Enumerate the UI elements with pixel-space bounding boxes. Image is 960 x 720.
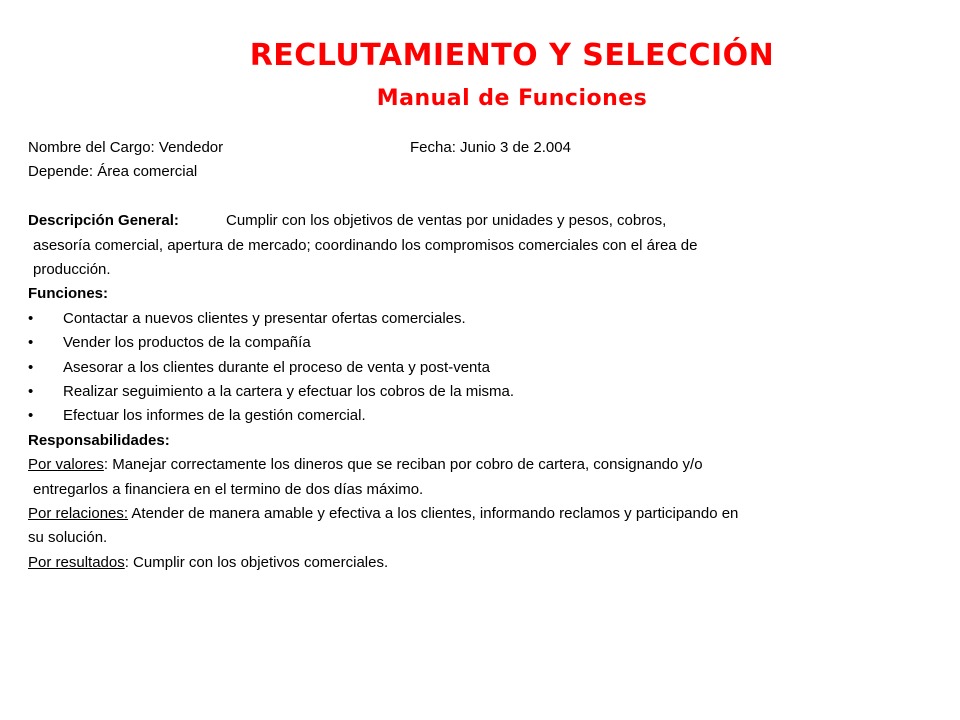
funcion-item xyxy=(28,404,928,428)
descripcion-line-1: Cumplir con los objetivos de ventas por unidades y pesos, cobros, xyxy=(226,212,667,230)
fecha-text: Fecha: Junio 3 de 2.004 xyxy=(410,139,571,156)
valores-label: Por valores xyxy=(28,456,104,474)
cargo-row xyxy=(28,136,928,160)
descripcion-label: Descripción General: xyxy=(28,212,179,230)
cargo-text: Nombre del Cargo: Vendedor xyxy=(28,139,224,156)
funcion-text: Realizar seguimiento a la cartera y efectuar los cobros de la misma. xyxy=(63,383,515,401)
page-title: RECLUTAMIENTO Y SELECCIÓN xyxy=(249,38,775,73)
funcion-text: Efectuar los informes de la gestión comercial. xyxy=(63,407,366,425)
bullet-icon: • xyxy=(28,309,34,327)
resultados-row xyxy=(28,551,928,575)
page-subtitle: Manual de Funciones xyxy=(376,86,648,111)
relaciones-label: Por relaciones: xyxy=(28,505,129,523)
bullet-icon: • xyxy=(28,358,34,376)
bullet-icon: • xyxy=(28,407,34,425)
funciones-heading: Funciones: xyxy=(28,285,109,303)
valores-text: : Manejar correctamente los dineros que se reciban por cobro de cartera, consignando y/o xyxy=(103,456,703,474)
valores-text-2: entregarlos a financiera en el termino de dos días máximo. xyxy=(33,480,424,498)
funcion-text: Vender los productos de la compañía xyxy=(63,334,311,352)
descripcion-line-2: asesoría comercial, apertura de mercado; coordinando los compromisos comerciales con el área de xyxy=(33,236,698,254)
relaciones-text-2: su solución. xyxy=(28,529,108,547)
document-body xyxy=(28,136,928,575)
depende-text: Depende: Área comercial xyxy=(28,163,198,181)
valores-row xyxy=(28,453,928,477)
funcion-item xyxy=(28,307,928,331)
funcion-text: Asesorar a los clientes durante el proceso de venta y post-venta xyxy=(63,358,490,376)
bullet-icon: • xyxy=(28,383,34,401)
relaciones-text: Atender de manera amable y efectiva a los clientes, informando reclamos y participando en xyxy=(128,505,739,523)
descripcion-row xyxy=(28,209,928,233)
resultados-label: Por resultados xyxy=(28,553,125,571)
responsabilidades-heading: Responsabilidades: xyxy=(28,431,170,449)
descripcion-line-3: producción. xyxy=(33,261,111,279)
spacer xyxy=(28,185,928,209)
funcion-item xyxy=(28,380,928,404)
funcion-text: Contactar a nuevos clientes y presentar ofertas comerciales. xyxy=(63,309,466,327)
funcion-item xyxy=(28,331,928,355)
funcion-item xyxy=(28,356,928,380)
bullet-icon: • xyxy=(28,334,34,352)
relaciones-row xyxy=(28,502,928,526)
resultados-text: : Cumplir con los objetivos comerciales. xyxy=(124,553,389,571)
